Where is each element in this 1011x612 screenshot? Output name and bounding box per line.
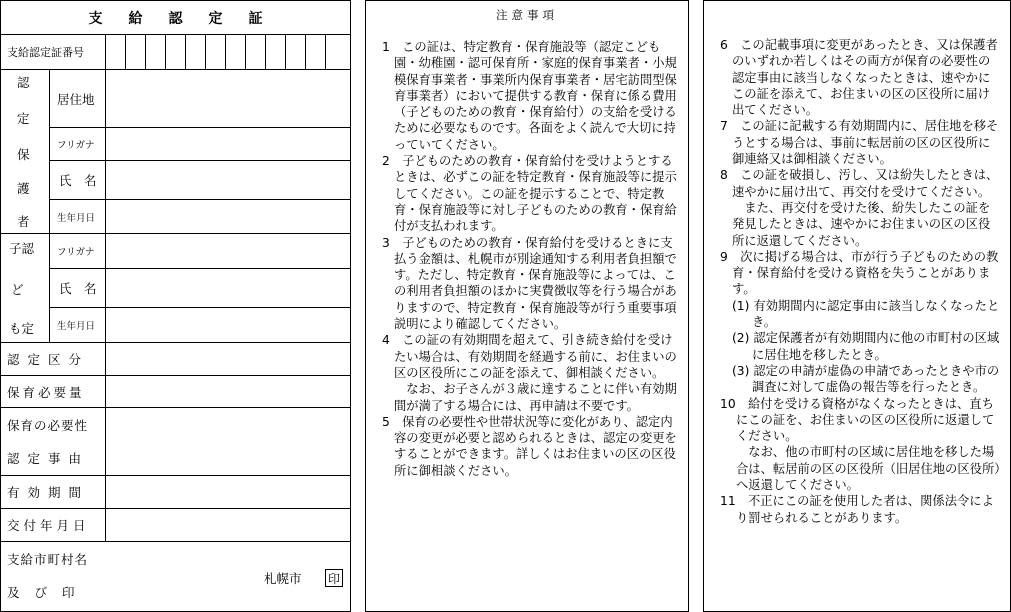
notes-panel-left [365, 0, 689, 612]
guardian-label-1: 認 [17, 75, 30, 90]
child-furigana-label: フリガナ [57, 247, 95, 258]
necessity-label-1: 保育の必要性 [7, 418, 89, 433]
note-item-4b: なお、お子さんが３歳に達することに伴い有効期間が満了する場合には、再申請は不要です。 [394, 382, 677, 413]
note-item-6: 6 この記載事項に変更があったとき、又は保護者のいずれか若しくはその両方が保育の必要性の認定事由に該当しなくなったときは、速やかにこの証を添えて、お住まいの区の区役所に届け出てください。 [720, 38, 998, 118]
child-name-label: 氏 名 [59, 281, 97, 296]
period-label: 有効期間 [7, 485, 90, 500]
note-item-9-2: (2) 認定保護者が有効期間内に他の市町村の区域に居住地を移したとき。 [732, 331, 1000, 362]
certificate-number-label: 支給認定証番号 [7, 46, 84, 59]
note-item-11: 11 不正にこの証を使用した者は、関係法令により罰せられることがあります。 [720, 494, 994, 525]
notes-title: 注意事項 [496, 8, 558, 22]
seal-mark: 印 [325, 569, 343, 587]
child-label-2: ど [11, 282, 24, 297]
note-item-7: 7 この証に記載する有効期間内に、居住地を移そうとする場合は、事前に転居前の区の区役所に御連絡又は御相談ください。 [720, 119, 999, 167]
guardian-label-5: 者 [17, 214, 30, 229]
address-label: 居住地 [57, 91, 95, 107]
note-item-2: 2 子どものための教育・保育給付を受けようとするときは、必ずこの証を特定教育・保育施設等に提示してください。この証を提示することで、特定教育・保育施設等に対し子どものための教育・保育給付が支払われます。 [382, 154, 677, 234]
furigana-label: フリガナ [57, 140, 95, 151]
note-item-5: 5 保育の必要性や世帯状況等に変化があり、認定内容の変更が必要と認められるときは、認定の変更をすることができます。詳しくはお住まいの区の区役所に御相談ください。 [382, 414, 677, 478]
necessity-label-2: 認定事由 [7, 451, 90, 466]
guardian-label-3: 保 [17, 147, 30, 162]
note-item-10: 10 給付を受ける資格がなくなったときは、直ちにこの証を、お住まいの区の区役所に返還してください。 [720, 396, 995, 444]
guardian-label-2: 定 [17, 111, 30, 126]
notes-left-body [382, 39, 678, 479]
note-item-4: 4 この証の有効期間を超えて、引き続き給付を受けたい場合は、有効期間を経過する前に、お住まいの区の区役所にこの証を添えて、御相談ください。 [382, 333, 677, 380]
municipality-label-2: 及び印 [7, 585, 90, 600]
issue-date-label: 交付年月日 [7, 518, 90, 533]
category-label: 認定区分 [7, 352, 90, 367]
child-birth-label: 生年月日 [57, 321, 96, 332]
notes-panel-right [703, 0, 1011, 612]
guardian-label-4: 護 [17, 181, 30, 196]
note-item-9-1: (1) 有効期間内に認定事由に該当しなくなったとき。 [732, 298, 1000, 330]
child-label-1: 子認 [9, 241, 35, 256]
birth-label: 生年月日 [57, 212, 96, 224]
note-item-10b: なお、他の市町村の区域に居住地を移した場合は、転居前の区の区役所（旧居住地の区役所）へ返還してください。 [736, 445, 1001, 493]
city-name: 札幌市 [264, 571, 302, 586]
name-label: 氏 名 [59, 173, 97, 188]
certificate-title: 支給認定証 [88, 10, 289, 27]
note-item-1: 1 この証は、特定教育・保育施設等（認定こども園・幼稚園・認可保育所・家庭的保育事業者・小規模保育事業者・事業所内保育事業者・居宅訪問型保育事業者）において提供する教育・保育に係る費用（子どものための教育・保育給付）の支給を受けるために必要なものです。各面をよく読んで大切に持っていてください。 [382, 40, 677, 152]
note-item-8: 8 この証を破損し、汚し、又は紛失したときは、速やかに届け出て、再交付を受けてください。 [720, 168, 999, 199]
note-item-9: 9 次に掲げる場合は、市が行う子どものための教育・保育給付を受ける資格を失うことがあります。 [720, 249, 999, 297]
amount-label: 保育必要量 [7, 384, 85, 400]
note-item-3: 3 子どものための教育・保育給付を受けるときに支払う金額は、札幌市が別途通知する利用者負担額です。ただし、特定教育・保育施設等によっては、この利用者負担額のほかに実費徴収等を行う場合がありますので、特定教育・保育施設等が行う重要事項説明により確認してください。 [382, 235, 677, 332]
municipality-label-1: 支給市町村名 [7, 552, 89, 567]
note-item-9-3: (3) 認定の申請が虚偽の申請であったときや市の調査に対して虚偽の報告等を行ったとき。 [732, 363, 1000, 395]
notes-right-body [720, 37, 1002, 526]
note-item-8b: また、再交付を受けた後、紛失したこの証を発見したときは、速やかにお住まいの区の区役所に返還してください。 [732, 200, 991, 248]
child-label-3: も定 [9, 321, 35, 336]
certificate-panel [0, 0, 351, 612]
